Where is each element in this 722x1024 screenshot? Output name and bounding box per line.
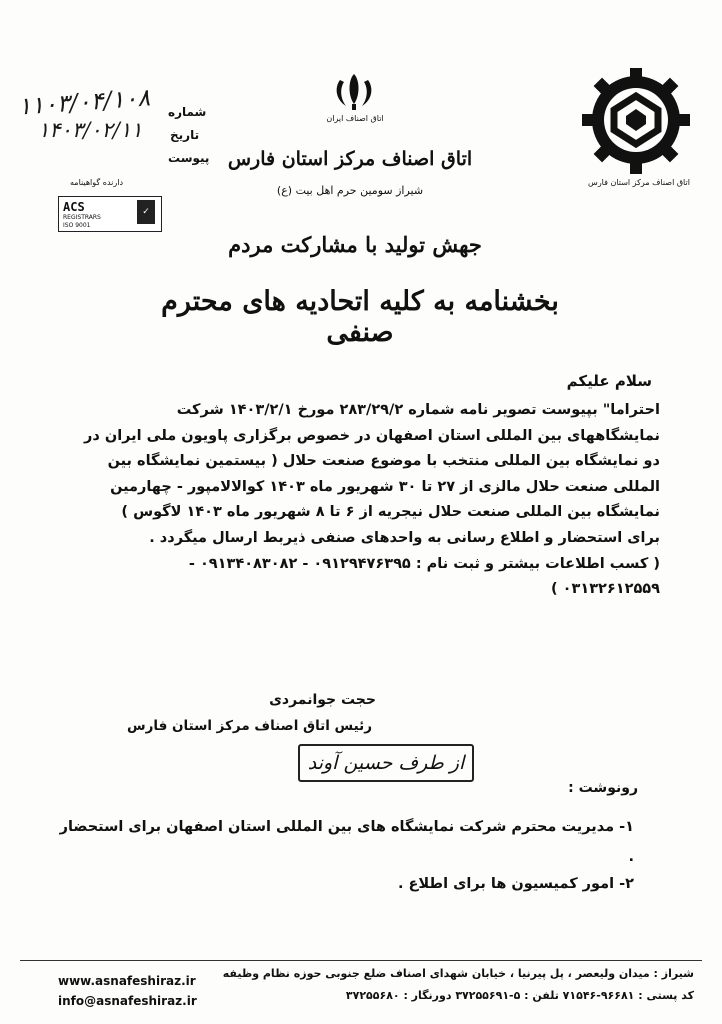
signature-stamp: از طرف حسین آوند	[298, 744, 474, 782]
certificate-mark-icon: ✓	[137, 200, 155, 224]
recipients-title: بخشنامه به کلیه اتحادیه های محترم صنفی	[161, 286, 559, 348]
cc-item: ۱- مدیریت محترم شرکت نمایشگاه های بین المللی استان اصفهان برای استحضار .	[59, 819, 634, 865]
emblem-caption: اتاق اصناف ایران	[326, 114, 384, 123]
body-line: ۰۳۱۳۲۶۱۲۵۵۹ )	[550, 581, 660, 598]
footer-contacts: کد پستی : ۹۶۶۸۱-۷۱۵۴۶ تلفن : ۵-۳۷۲۵۵۶۹۱ دورنگار : ۳۷۲۵۵۶۸۰	[345, 989, 694, 1002]
footer-divider	[20, 960, 702, 961]
slogan: جهش تولید با مشارکت مردم	[228, 232, 482, 257]
cc-title: رونوشت :	[568, 780, 638, 796]
asnaf-logo	[578, 68, 698, 188]
website-link[interactable]: www.asnafeshiraz.ir	[58, 974, 196, 988]
letter-number: ۱۱۰۳/۰۴/۱۰۸	[17, 83, 152, 121]
body-line: نمایشگاه بین المللی صنعت حلال نیجریه از ۶ تا ۸ شهریور ماه ۱۴۰۳ لاگوس )	[121, 504, 660, 521]
body-line: نمایشگاههای بین المللی استان اصفهان در خصوص برگزاری پاویون ملی ایران در	[83, 427, 660, 444]
certificate-label: دارنده گواهینامه	[70, 178, 124, 187]
body-line: احتراما" بپیوست تصویر نامه شماره ۲۸۳/۲۹/۲ مورخ ۱۴۰۳/۲/۱ شرکت	[176, 402, 660, 418]
logo-caption: اتاق اصناف مرکز استان فارس	[588, 178, 690, 187]
number-label: شماره	[168, 105, 207, 119]
greeting: سلام علیکم	[566, 372, 652, 390]
signer-position: رئیس اتاق اصناف مرکز استان فارس	[126, 718, 372, 734]
letter-date: ۱۴۰۳/۰۲/۱۱	[38, 118, 143, 142]
footer-address: شیراز : میدان ولیعصر ، پل پیرنیا ، خیابان شهدای اصناف ضلع جنوبی حوزه نظام وظیفه	[222, 967, 694, 980]
body-line: دو نمایشگاه بین المللی منتخب با موضوع صنعت حلال ( بیستمین نمایشگاه بین	[107, 453, 660, 470]
signer-name: حجت جوانمردی	[269, 692, 376, 708]
attachment-label: پیوست	[168, 151, 210, 165]
body-line: المللی صنعت حلال مالزی از ۲۷ تا ۳۰ شهریور ماه ۱۴۰۳ کوالالامپور - چهارمین	[110, 478, 660, 495]
body-line: برای استحضار و اطلاع رسانی به واحدهای صنفی ذیربط ارسال میگردد .	[149, 529, 660, 546]
organization-subtitle: شیراز سومین حرم اهل بیت (ع)	[276, 184, 424, 197]
certificate-badge	[58, 196, 162, 232]
organization-title: اتاق اصناف مرکز استان فارس	[227, 148, 473, 170]
iran-emblem-icon	[330, 70, 378, 114]
certificate-registrar: REGISTRARS	[63, 214, 101, 221]
certificate-iso: ISO 9001	[63, 222, 91, 229]
email-link[interactable]: info@asnafeshiraz.ir	[58, 994, 197, 1008]
letter-body	[40, 398, 660, 603]
body-line: ( کسب اطلاعات بیشتر و ثبت نام : ۰۹۱۲۹۴۷۶۳۹۵ - ۰۹۱۳۴۰۸۳۰۸۲ -	[188, 555, 660, 572]
cc-item: ۲- امور کمیسیون ها برای اطلاع .	[397, 876, 634, 892]
certificate-name: ACS	[63, 200, 85, 214]
date-label: تاریخ	[170, 128, 200, 142]
